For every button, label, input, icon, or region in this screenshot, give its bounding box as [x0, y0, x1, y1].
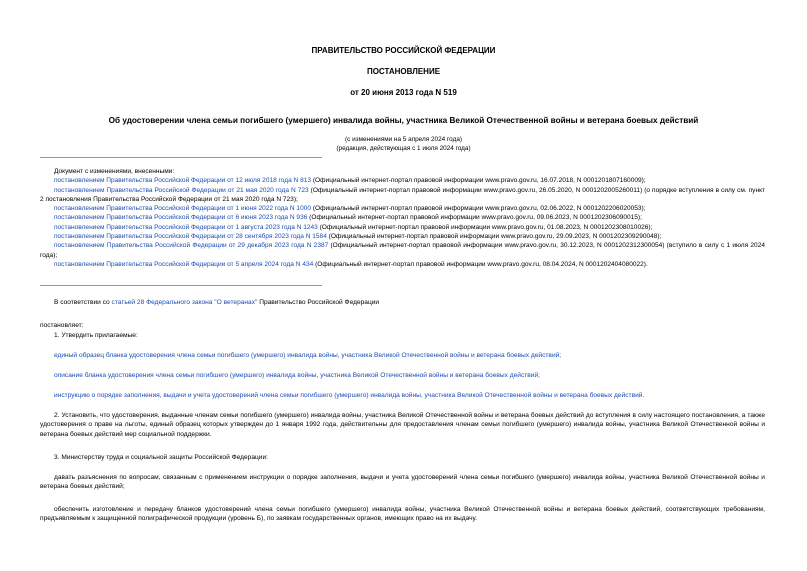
decides-label: постановляет:: [40, 322, 84, 329]
amendment-link[interactable]: постановлением Правительства Российской Федерации от 6 июня 2023 года N 936: [54, 214, 308, 222]
amendment-source: (Официальный интернет-портал правовой информации www.pravo.gov.ru, 30.12.2023, N 0001202312300054) (вступило в силу с 1 июля 2024 года);: [40, 242, 765, 259]
legal-basis: [40, 298, 765, 307]
basis-suffix: Правительство Российской Федерации: [257, 299, 380, 306]
amendment-source: (Официальный интернет-портал правовой информации www.pravo.gov.ru, 09.06.2023, N 0001202306090015);: [307, 214, 642, 222]
approved-item-link[interactable]: инструкцию о порядке заполнения, выдачи и учета удостоверений члена семьи погибшего (умершего) инвалида войны, участника Великой Отечественной войны и ветерана боевых действий.: [54, 392, 645, 399]
amendment-link[interactable]: постановлением Правительства Российской Федерации от 21 мая 2020 года N 723: [54, 186, 309, 194]
document-title: Об удостоверении члена семьи погибшего (умершего) инвалида войны, участника Великой Отечественной войны и ветерана боевых действий: [108, 116, 699, 125]
list-item: [40, 232, 765, 241]
approved-item-link[interactable]: описание бланка удостоверения члена семьи погибшего (умершего) инвалида войны, участника Великой Отечественной войны и ветерана боевых действий;: [54, 372, 540, 379]
list-item: [40, 241, 765, 260]
list-item: [40, 204, 765, 213]
issuing-authority: ПРАВИТЕЛЬСТВО РОССИЙСКОЙ ФЕДЕРАЦИИ: [311, 46, 496, 55]
amendment-link[interactable]: постановлением Правительства Российской Федерации от 29 декабря 2023 года N 2387: [54, 242, 329, 250]
amendment-link[interactable]: постановлением Правительства Российской Федерации от 28 сентября 2023 года N 1584: [54, 233, 327, 241]
approved-item-link[interactable]: единый образец бланка удостоверения члена семьи погибшего (умершего) инвалида войны, участника Великой Отечественной войны и ветерана боевых действий;: [54, 352, 562, 359]
amendment-link[interactable]: постановлением Правительства Российской Федерации от 5 апреля 2024 года N 434: [54, 260, 314, 268]
edition-changes: (с изменениями на 5 апреля 2024 года): [345, 136, 462, 143]
list-item: [40, 223, 765, 232]
divider-top: [40, 157, 322, 158]
document-date-number: от 20 июня 2013 года N 519: [350, 88, 457, 97]
approved-item: [40, 351, 765, 360]
paragraph-2: 2. Установить, что удостоверения, выданные членам семьи погибшего (умершего) инвалида войны, участника Великой Отечественной войны и ветерана боевых действий до вступления в силу настоящего постановления, а также удостоверения о праве на льготы, единый образец которых утвержден до 1 января 1992 года, действительны для предоставления членам семьи погибшего (умершего) инвалида войны, участника Великой Отечественной войны и ветерана боевых действий мер социальной поддержки.: [40, 412, 765, 438]
document-type: ПОСТАНОВЛЕНИЕ: [366, 67, 441, 76]
amendment-source: (Официальный интернет-портал правовой информации www.pravo.gov.ru, 16.07.2018, N 0001201807160009);: [311, 177, 646, 185]
approved-item: [40, 371, 765, 380]
amendment-link[interactable]: постановлением Правительства Российской Федерации от 1 июня 2022 года N 1000: [54, 205, 311, 213]
basis-prefix: В соответствии со: [54, 299, 112, 306]
list-item: [40, 186, 765, 205]
law-article-link[interactable]: статьей 28 Федерального закона "О ветеранах": [111, 299, 258, 306]
paragraph-1: 1. Утвердить прилагаемые:: [54, 332, 138, 339]
amendment-source: (Официальный интернет-портал правовой информации www.pravo.gov.ru, 01.08.2023, N 0001202308010026);: [317, 223, 653, 231]
amendment-source: (Официальный интернет-портал правовой информации www.pravo.gov.ru, 08.04.2024, N 0001202404080022).: [313, 260, 648, 268]
paragraph-3: 3. Министерству труда и социальной защиты Российской Федерации:: [54, 454, 268, 461]
amendment-source: (Официальный интернет-портал правовой информации www.pravo.gov.ru, 26.05.2020, N 0001202005260011) (о порядке вступления в силу см. пункт 2 постановления Правительства Российской Федерации от 21 мая 2020 года N 723);: [40, 186, 766, 203]
amendments-intro: Документ с изменениями, внесенными:: [54, 168, 175, 175]
list-item: [40, 260, 765, 269]
amendment-link[interactable]: постановлением Правительства Российской Федерации от 1 августа 2023 года N 1243: [54, 223, 318, 231]
paragraph-3-item-b: обеспечить изготовление и передачу бланков удостоверений члена семьи погибшего (умершего) инвалида войны, участника Великой Отечественной войны и ветерана боевых действий, соответствующих требованиям, предъявляемым к защищенной полиграфической продукции (уровень Б), по заявкам государственных органов, имеющих право на их выдачу.: [40, 506, 765, 523]
paragraph-3-item-a: давать разъяснения по вопросам, связанным с применением инструкции о порядке заполнения, выдачи и учета удостоверений члена семьи погибшего (умершего) инвалида войны, участника Великой Отечественной войны и ветерана боевых действий;: [40, 474, 765, 491]
approved-item: [40, 391, 765, 400]
amendment-source: (Официальный интернет-портал правовой информации www.pravo.gov.ru, 02.06.2022, N 0001202206020053);: [311, 205, 646, 213]
amendment-link[interactable]: постановлением Правительства Российской Федерации от 12 июля 2018 года N 813: [54, 177, 312, 185]
edition-current: (редакция, действующая с 1 июля 2024 года): [336, 145, 471, 152]
amendment-source: (Официальный интернет-портал правовой информации www.pravo.gov.ru, 29.09.2023, N 0001202309290048);: [326, 233, 662, 241]
list-item: [40, 176, 765, 185]
divider-bottom: [40, 285, 322, 286]
amendments-list: [40, 167, 765, 269]
list-item: [40, 213, 765, 222]
